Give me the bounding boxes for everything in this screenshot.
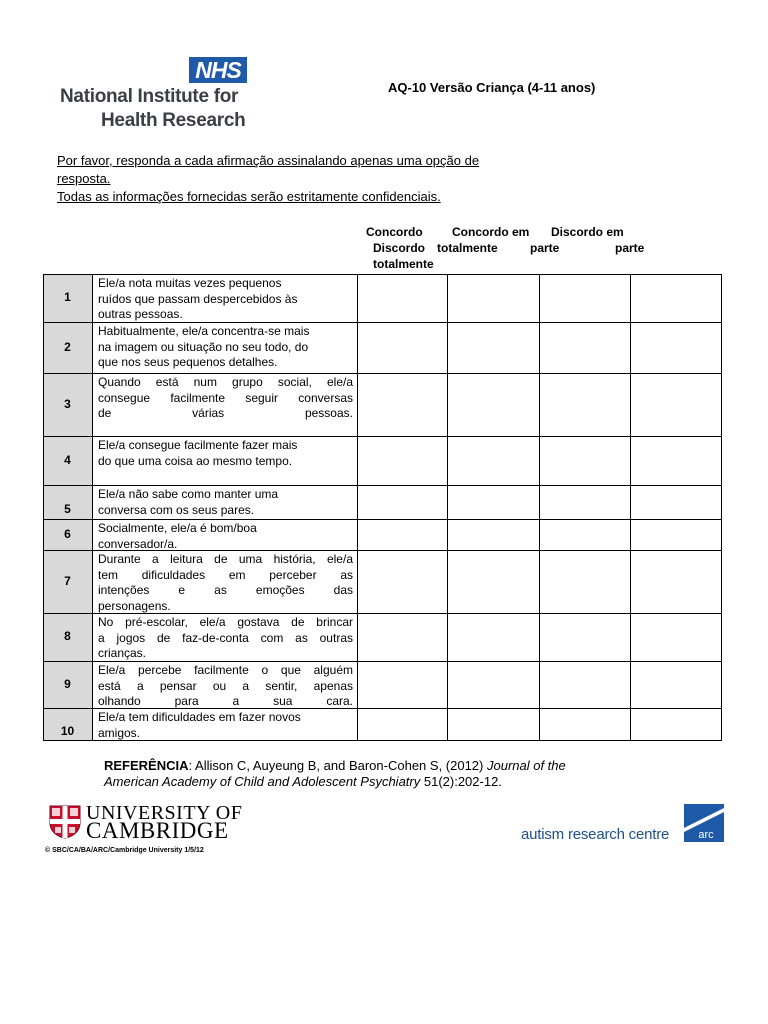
answer-cell[interactable]	[448, 614, 538, 660]
nhs-logo: NHS	[189, 57, 247, 83]
answer-cell[interactable]	[540, 709, 629, 740]
answer-cell[interactable]	[540, 614, 629, 660]
answer-cell[interactable]	[358, 709, 446, 740]
page-title: AQ-10 Versão Criança (4-11 anos)	[388, 80, 596, 95]
answer-cell[interactable]	[448, 520, 538, 549]
answer-cell[interactable]	[631, 662, 721, 707]
item-number: 2	[64, 339, 71, 354]
item-statement-line: olhando para a sua cara.	[98, 694, 353, 708]
item-statement-line: que nos seus pequenos detalhes.	[98, 355, 278, 369]
item-number: 10	[60, 724, 75, 738]
item-statement	[98, 487, 353, 518]
table-row-divider	[43, 708, 722, 709]
item-statement	[98, 615, 353, 662]
answer-cell[interactable]	[448, 374, 538, 435]
table-row-divider	[43, 274, 722, 275]
item-statement	[98, 552, 353, 614]
answer-cell[interactable]	[540, 486, 629, 518]
item-statement-line: do que uma coisa ao mesmo tempo.	[98, 453, 293, 468]
item-statement	[98, 324, 353, 371]
answer-cell[interactable]	[540, 520, 629, 549]
col2-header-a: Concordo em	[452, 225, 530, 239]
answer-cell[interactable]	[358, 551, 446, 612]
item-statement-line: na imagem ou situação no seu todo, do	[98, 339, 309, 354]
item-statement-line: Ele/a consegue facilmente fazer mais	[98, 438, 298, 452]
table-row-divider	[43, 322, 722, 323]
item-statement-line: intenções e as emoções das	[98, 583, 353, 597]
item-statement	[98, 276, 353, 323]
arc-logo-icon	[684, 804, 724, 842]
col4-header-c: totalmente	[373, 257, 434, 271]
item-statement-line: Durante a leitura de uma história, ele/a	[98, 552, 353, 566]
reference-authors: : Allison C, Auyeung B, and Baron-Cohen S, (2012)	[188, 758, 487, 773]
item-statement-line: tem dificuldades em perceber as	[98, 567, 353, 582]
item-number: 1	[64, 290, 71, 304]
answer-cell[interactable]	[631, 486, 721, 518]
item-statement-line: Habitualmente, ele/a concentra-se mais	[98, 324, 310, 338]
answer-cell[interactable]	[358, 662, 446, 707]
answer-cell[interactable]	[540, 662, 629, 707]
table-column-divider	[630, 274, 631, 741]
answer-cell[interactable]	[540, 323, 629, 372]
item-statement-line: Ele/a nota muitas vezes pequenos	[98, 276, 282, 290]
answer-cell[interactable]	[448, 662, 538, 707]
answer-cell[interactable]	[448, 486, 538, 518]
table-column-divider	[357, 274, 358, 741]
cambridge-name-line1: UNIVERSITY OF	[86, 802, 243, 824]
answer-cell[interactable]	[448, 323, 538, 372]
answer-cell[interactable]	[631, 275, 721, 321]
answer-cell[interactable]	[631, 437, 721, 484]
item-statement-line: consegue facilmente seguir conversas	[98, 390, 353, 405]
answer-cell[interactable]	[540, 437, 629, 484]
answer-cell[interactable]	[631, 614, 721, 660]
item-statement-line: outras pessoas.	[98, 307, 183, 321]
item-statement-line: conversador/a.	[98, 536, 178, 551]
cambridge-shield-icon	[49, 805, 81, 839]
answer-cell[interactable]	[448, 437, 538, 484]
col1-header-b: Discordo	[373, 241, 426, 255]
org-name-line1: National Institute for	[60, 86, 239, 107]
item-number: 7	[64, 573, 71, 588]
reference-journal-2: American Academy of Child and Adolescent Psychiatry	[104, 774, 421, 789]
item-statement-line: ruídos que passam despercebidos às	[98, 291, 298, 306]
cambridge-name-line2: CAMBRIDGE	[86, 818, 229, 843]
instruction-line3: Todas as informações fornecidas serão estritamente confidenciais.	[57, 189, 441, 204]
answer-cell[interactable]	[448, 275, 538, 321]
answer-cell[interactable]	[448, 551, 538, 612]
item-statement	[98, 375, 353, 422]
item-statement-line: Socialmente, ele/a é bom/boa	[98, 521, 257, 535]
col2-header-b: totalmente	[437, 241, 498, 255]
table-row-divider	[43, 485, 722, 486]
answer-cell[interactable]	[540, 275, 629, 321]
table-row-divider	[43, 740, 722, 741]
answer-cell[interactable]	[358, 323, 446, 372]
col1-header-a: Concordo	[366, 225, 423, 239]
table-column-divider	[92, 274, 93, 741]
item-statement-line: está a pensar ou a sentir, apenas	[98, 678, 353, 693]
instruction-line1: Por favor, responda a cada afirmação assinalando apenas uma opção de	[57, 153, 480, 168]
item-statement	[98, 710, 353, 741]
item-number: 9	[64, 676, 71, 691]
answer-cell[interactable]	[631, 374, 721, 435]
answer-cell[interactable]	[631, 323, 721, 372]
reference-label: REFERÊNCIA	[104, 758, 189, 773]
item-statement-line: Ele/a tem dificuldades em fazer novos	[98, 710, 301, 724]
table-row-divider	[43, 373, 722, 374]
item-statement-line: Ele/a percebe facilmente o que alguém	[98, 663, 353, 677]
item-statement-line: a jogos de faz-de-conta com as outras	[98, 630, 353, 645]
reference	[104, 758, 664, 790]
item-number: 6	[64, 526, 71, 541]
table-row-divider	[43, 661, 722, 662]
item-statement-line: amigos.	[98, 725, 141, 740]
col3-header-b: parte	[530, 241, 560, 255]
table-column-divider	[721, 274, 722, 741]
item-statement-line: conversa com os seus pares.	[98, 502, 255, 517]
item-statement	[98, 521, 353, 552]
table-column-divider	[539, 274, 540, 741]
answer-cell[interactable]	[358, 520, 446, 549]
reference-journal-1: Journal of the	[486, 758, 566, 773]
answer-cell[interactable]	[358, 486, 446, 518]
answer-cell[interactable]	[358, 374, 446, 435]
item-statement-line: No pré-escolar, ele/a gostava de brincar	[98, 615, 353, 629]
reference-tail: 51(2):202-12.	[420, 774, 502, 789]
copyright: © SBC/CA/BA/ARC/Cambridge University 1/5/12	[45, 847, 204, 854]
answer-cell[interactable]	[631, 709, 721, 740]
item-statement-line: crianças.	[98, 646, 147, 660]
item-statement-line: Quando está num grupo social, ele/a	[98, 375, 353, 389]
instruction-line2: resposta.	[57, 171, 111, 186]
item-number: 5	[64, 502, 71, 516]
answer-cell[interactable]	[448, 709, 538, 740]
questionnaire-table	[43, 274, 722, 741]
item-statement-line: Ele/a não sabe como manter uma	[98, 487, 279, 501]
table-row-divider	[43, 519, 722, 520]
answer-cell[interactable]	[358, 437, 446, 484]
item-number: 4	[64, 452, 71, 467]
item-number: 8	[64, 629, 71, 643]
item-statement-line: personagens.	[98, 598, 171, 613]
answer-cell[interactable]	[540, 374, 629, 435]
table-column-divider	[43, 274, 44, 741]
item-statement-line: de várias pessoas.	[98, 406, 353, 420]
answer-cell[interactable]	[540, 551, 629, 612]
item-statement	[98, 438, 353, 469]
table-row-divider	[43, 436, 722, 437]
answer-cell[interactable]	[358, 275, 446, 321]
table-row-divider	[43, 550, 722, 551]
answer-cell[interactable]	[631, 520, 721, 549]
col4-header-b: parte	[615, 241, 645, 255]
item-statement	[98, 663, 353, 710]
table-row-divider	[43, 613, 722, 614]
arc-name: autism research centre	[521, 826, 670, 843]
org-name-line2: Health Research	[101, 110, 246, 131]
table-column-divider	[447, 274, 448, 741]
col3-header-a: Discordo em	[551, 225, 624, 239]
answer-cell[interactable]	[358, 614, 446, 660]
item-number: 3	[64, 396, 71, 411]
arc-logo-text: arc	[698, 829, 714, 841]
answer-cell[interactable]	[631, 551, 721, 612]
